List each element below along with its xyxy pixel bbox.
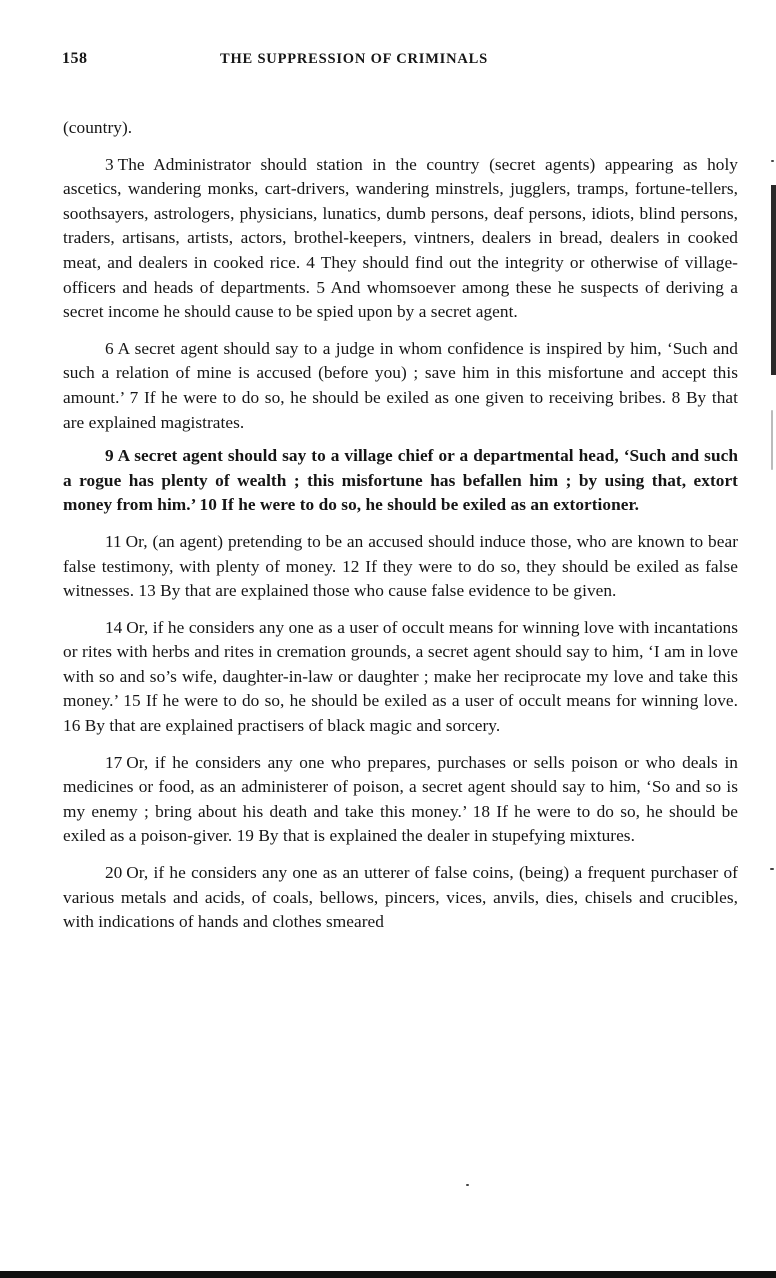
section-number: 20 (105, 863, 123, 883)
paragraph-6: 6 A secret agent should say to a judge in whom confidence is inspired by him, ‘Such and such a relation of mine is accused (before you) ; save him in this misfortune and accept this amount.’ 7 If he were to do so, he should be exiled as one given to receiving bribes. 8 By that are explained magistrates. (63, 338, 738, 432)
section-number: 9 (105, 446, 114, 466)
paragraph-11: 11 Or, (an agent) pretending to be an accused should induce those, who are known to bear false testimony, with plenty of money. 12 If they were to do so, they should be exiled as false witnesses. 13 By that are explained those who cause false evidence to be given. (63, 531, 738, 601)
scan-bottom-edge (0, 1271, 776, 1278)
paragraph-20: 20 Or, if he considers any one as an utterer of false coins, (being) a frequent purchaser of various metals and acids, of coals, bellows, pincers, vices, anvils, dies, chisels and crucibles, with indications of hands and clothes smeared (63, 863, 738, 932)
section-number: 14 (105, 617, 123, 637)
section-number: 6 (105, 338, 114, 358)
paragraph-14: 14 Or, if he considers any one as a user of occult means for winning love with incantations or rites with herbs and rites in cremation grounds, a secret agent should say to him, ‘I am in love with so and so’s wife, daughter-in-law or daughter ; make her reciprocate my love and take this money.’ 15 If he were to do so, he should be exiled as a user of occult means for winning love. 16 By that are explained practisers of black magic and sorcery. (63, 617, 738, 736)
running-head: THE SUPPRESSION OF CRIMINALS (220, 51, 489, 67)
scan-speck (466, 1184, 469, 1186)
scan-speck (770, 868, 774, 870)
scan-speck (771, 410, 773, 470)
paragraph-3: 3 The Administrator should station in the country (secret agents) appearing as holy ascetics, wandering monks, cart-drivers, wandering minstrels, jugglers, tramps, fortune-tellers, soothsayers, astrologers, physicians, lunatics, dumb persons, deaf persons, idiots, blind persons, traders, artisans, artists, actors, brothel-keepers, vintners, dealers in bread, dealers in cooked meat, and dealers in cooked rice. 4 They should find out the integrity or otherwise of village-officers and heads of departments. 5 And whomsoever among these he suspects of deriving a secret income he should cause to be spied upon by a secret agent. (63, 154, 738, 322)
scan-speck (771, 160, 774, 162)
scan-edge-mark (771, 185, 776, 375)
paragraph-9: 9 A secret agent should say to a village chief or a departmental head, ‘Such and such a rogue has plenty of wealth ; this misfortune has befallen him ; by using that, extort money from him.’ 10 If he were to do so, he should be exiled as an extortioner. (63, 446, 738, 515)
section-number: 11 (105, 531, 122, 551)
page-header (62, 48, 738, 74)
paragraph-continuation: (country). (63, 118, 133, 137)
section-number: 3 (105, 154, 114, 174)
section-number: 17 (105, 752, 123, 772)
page-number: 158 (62, 50, 88, 67)
page-body (63, 116, 738, 935)
paragraph-17: 17 Or, if he considers any one who prepares, purchases or sells poison or who deals in medicines or food, as an administerer of poison, a secret agent should say to him, ‘So and so is my enemy ; bring about his death and take this money.’ 18 If he were to do so, he should be exiled as a poison-giver. 19 By that is explained the dealer in stupefying mixtures. (63, 752, 738, 846)
